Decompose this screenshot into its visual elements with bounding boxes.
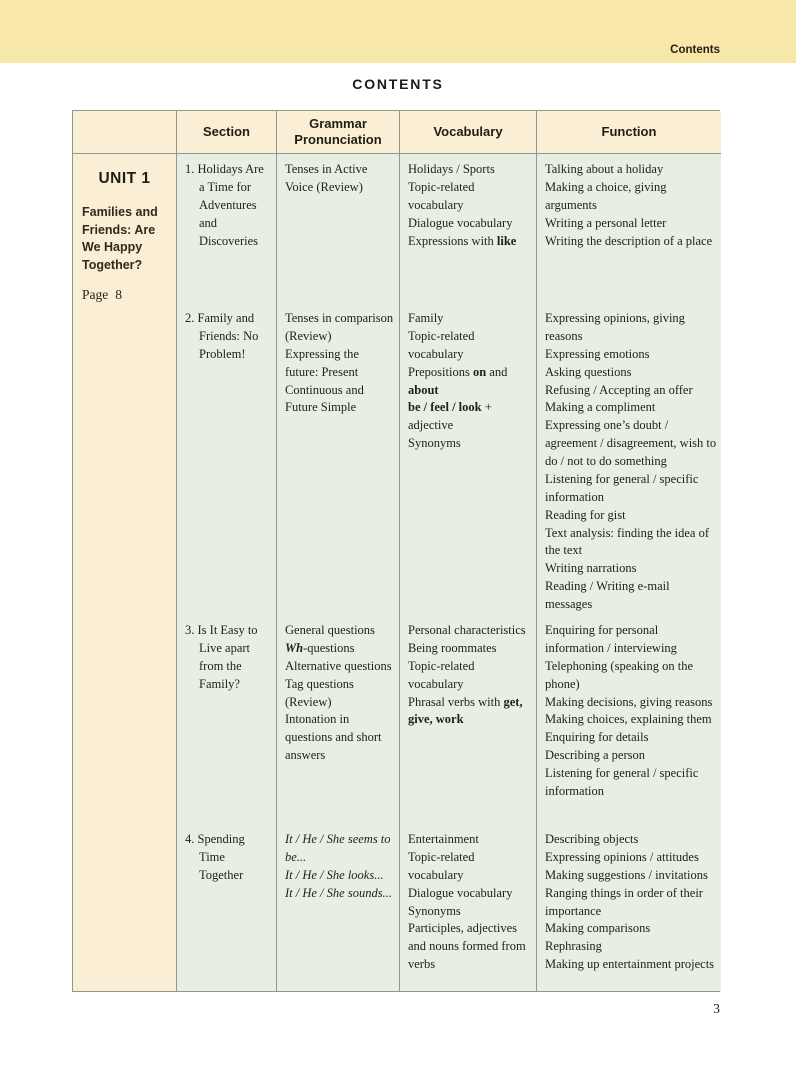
contents-table: [72, 110, 720, 992]
toc-cell-vocabulary-row2: [399, 303, 536, 615]
toc-cell-section-row4: [176, 824, 276, 991]
toc-cell-function-row1: [536, 154, 721, 303]
toc-entry: Making a choice, giving arguments: [545, 179, 667, 212]
toc-entry: Being roommates: [408, 640, 497, 655]
unit-page-value: 8: [115, 287, 122, 302]
toc-entry: Talking about a holiday: [545, 162, 664, 176]
toc-entry: Text analysis: finding the idea of the text: [545, 525, 710, 558]
toc-entry: Dialogue vocabulary: [408, 215, 513, 230]
toc-entry: Writing narrations: [545, 561, 637, 576]
toc-entry: General questions: [285, 623, 375, 637]
running-header: Contents: [670, 44, 720, 56]
toc-entry: Personal characteristics: [408, 623, 526, 637]
toc-cell-section-row3: [176, 615, 276, 824]
toc-entry: Enquiring for details: [545, 730, 649, 745]
page-number: 3: [713, 1001, 720, 1016]
toc-entry: Wh-questions: [285, 640, 355, 655]
toc-cell-function-row2: [536, 303, 721, 615]
toc-cell-function-row4: [536, 824, 721, 991]
toc-entry: Rephrasing: [545, 939, 602, 954]
column-header-function: Function: [536, 111, 721, 154]
toc-entry: Tag questions (Review): [285, 676, 354, 709]
toc-entry: Reading / Writing e-mail messages: [545, 579, 670, 611]
toc-entry: Describing a person: [545, 748, 645, 763]
toc-entry: Intonation in questions and short answers: [285, 712, 382, 763]
toc-entry: It / He / She sounds...: [285, 885, 392, 900]
unit-page-reference: [82, 287, 167, 303]
column-header-grammar-pronunciation: Grammar Pronunciation: [276, 111, 399, 154]
toc-entry: Making a compliment: [545, 400, 656, 415]
section-title: 1. Holidays Are a Time for Adventures and Discoveries: [185, 162, 264, 248]
toc-cell-vocabulary-row4: [399, 824, 536, 991]
column-header-vocabulary: Vocabulary: [399, 111, 536, 154]
toc-entry: Expressing emotions: [545, 346, 650, 361]
toc-cell-section-row2: [176, 303, 276, 615]
unit-name: UNIT 1: [98, 170, 151, 187]
running-header-band: [0, 0, 796, 63]
toc-entry: Tenses in Active Voice (Review): [285, 162, 368, 194]
toc-entry: be / feel / look + adjective: [408, 400, 492, 433]
unit-cell: [73, 154, 176, 991]
toc-entry: Prepositions on and about: [408, 364, 508, 397]
toc-entry: Asking questions: [545, 364, 632, 379]
section-title: 4. Spending Time Together: [185, 832, 245, 882]
toc-entry: It / He / She looks...: [285, 867, 384, 882]
toc-entry: Tenses in comparison (Review): [285, 311, 394, 343]
toc-cell-vocabulary-row1: [399, 154, 536, 303]
toc-entry: Making decisions, giving reasons: [545, 694, 713, 709]
table-corner-cell: [73, 111, 176, 154]
toc-entry: Telephoning (speaking on the phone): [545, 658, 694, 691]
section-title: 2. Family and Friends: No Problem!: [185, 311, 259, 361]
section-title: 3. Is It Easy to Live apart from the Family?: [185, 623, 258, 691]
toc-entry: Synonyms: [408, 436, 461, 451]
toc-cell-grammar-row4: [276, 824, 399, 991]
toc-entry: Making choices, explaining them: [545, 712, 712, 727]
toc-entry: Expressing opinions, giving reasons: [545, 311, 685, 343]
toc-entry: Reading for gist: [545, 507, 626, 522]
toc-entry: Entertainment: [408, 832, 479, 846]
toc-entry: Expressing opinions / attitudes: [545, 849, 699, 864]
toc-cell-grammar-row3: [276, 615, 399, 824]
toc-entry: Listening for general / specific information: [545, 766, 699, 798]
toc-entry: Topic-related vocabulary: [408, 328, 475, 361]
toc-entry: Writing a personal letter: [545, 215, 667, 230]
unit-page-label: Page: [82, 287, 109, 302]
toc-entry: Dialogue vocabulary: [408, 885, 513, 900]
toc-cell-grammar-row2: [276, 303, 399, 615]
column-header-section: Section: [176, 111, 276, 154]
toc-entry: Synonyms: [408, 903, 461, 918]
toc-entry: Making up entertainment projects: [545, 957, 715, 972]
toc-entry: Expressions with like: [408, 233, 517, 248]
toc-entry: Family: [408, 311, 444, 325]
toc-entry: Ranging things in order of their importance: [545, 885, 703, 918]
toc-entry: Listening for general / specific information: [545, 471, 699, 504]
toc-entry: Phrasal verbs with get, give, work: [408, 694, 523, 727]
toc-entry: Describing objects: [545, 832, 639, 846]
toc-entry: Topic-related vocabulary: [408, 179, 475, 212]
toc-entry: Expressing one’s doubt / agreement / disagreement, wish to do / not to do something: [545, 418, 717, 468]
page-title: CONTENTS: [352, 76, 444, 92]
toc-entry: Making suggestions / invitations: [545, 867, 708, 882]
toc-entry: Enquiring for personal information / interviewing: [545, 623, 677, 655]
toc-cell-function-row3: [536, 615, 721, 824]
toc-entry: Participles, adjectives and nouns formed from verbs: [408, 921, 526, 972]
toc-entry: Expressing the future: Present Continuous and Future Simple: [285, 346, 364, 415]
toc-entry: It / He / She seems to be...: [285, 832, 391, 864]
toc-cell-grammar-row1: [276, 154, 399, 303]
toc-entry: Alternative questions: [285, 658, 392, 673]
toc-entry: Topic-related vocabulary: [408, 658, 475, 691]
toc-entry: Topic-related vocabulary: [408, 849, 475, 882]
toc-cell-section-row1: [176, 154, 276, 303]
toc-cell-vocabulary-row3: [399, 615, 536, 824]
toc-entry: Writing the description of a place: [545, 233, 713, 248]
toc-entry: Refusing / Accepting an offer: [545, 382, 693, 397]
toc-entry: Holidays / Sports: [408, 162, 495, 176]
unit-title: Families and Friends: Are We Happy Together?: [82, 205, 158, 272]
toc-entry: Making comparisons: [545, 921, 651, 936]
